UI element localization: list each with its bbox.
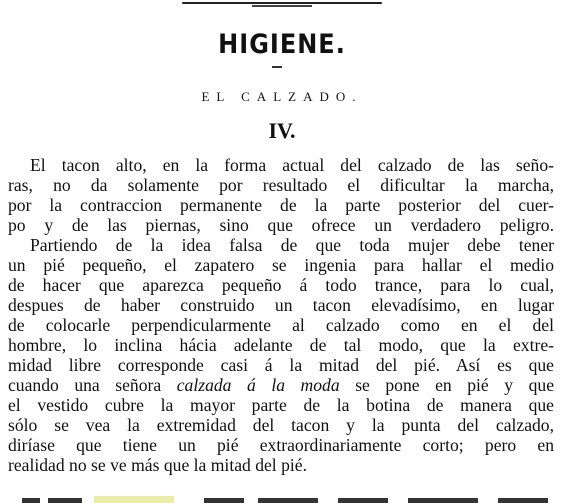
text-line: ras, no da solamente por resultado el dificultar la marcha, bbox=[8, 175, 554, 195]
top-ornament-rule bbox=[182, 2, 382, 4]
text-segment: se pone en pié y que bbox=[339, 375, 555, 395]
text-segment: cuando una señora bbox=[8, 375, 177, 395]
text-line-with-italic bbox=[8, 375, 554, 395]
text-line: Partiendo de la idea falsa de que toda mujer debe tener bbox=[30, 235, 554, 255]
highlight-mark bbox=[94, 496, 174, 503]
text-line: despues de haber construido un tacon elevadísimo, en lugar bbox=[8, 295, 554, 315]
ink-fragment bbox=[338, 498, 388, 503]
article-subtitle: EL CALZADO. bbox=[201, 89, 363, 104]
text-line: de hacer que aparezca pequeño á todo trance, para lo cual, bbox=[8, 275, 554, 295]
text-line: de colocarle perpendicularmente al calzado como en el del bbox=[8, 315, 554, 335]
text-line: El tacon alto, en la forma actual del calzado de las seño- bbox=[30, 155, 554, 175]
text-line: hombre, lo inclina hácia adelante de tal modo, que la extre- bbox=[8, 335, 554, 355]
text-line: realidad no se ve más que la mitad del pié. bbox=[8, 455, 307, 475]
article-body bbox=[8, 155, 554, 475]
title-dash bbox=[272, 66, 282, 68]
text-line: po y de las piernas, sino que ofrece un verdadero peligro. bbox=[8, 215, 554, 235]
ink-fragment bbox=[498, 498, 548, 503]
ink-fragment bbox=[408, 498, 478, 503]
text-line: por la contraccion permanente de la parte posterior del cuer- bbox=[8, 195, 554, 215]
cut-off-next-line bbox=[8, 496, 554, 503]
ink-fragment bbox=[258, 498, 318, 503]
text-line: el vestido cubre la mayor parte de la botina de manera que bbox=[8, 395, 554, 415]
ink-fragment bbox=[48, 498, 82, 503]
ink-fragment bbox=[204, 498, 244, 503]
text-line: midad libre corresponde casi á la mitad del pié. Así es que bbox=[8, 355, 554, 375]
ink-fragment bbox=[22, 498, 40, 503]
text-line: un pié pequeño, el zapatero se ingenia para hallar el medio bbox=[8, 255, 554, 275]
page-title: HIGIENE. bbox=[218, 28, 346, 60]
section-number: IV. bbox=[268, 118, 296, 143]
italic-phrase: calzada á la moda bbox=[176, 375, 340, 395]
text-line: diríase que tiene un pié extraordinariamente corto; pero en bbox=[8, 435, 554, 455]
text-line: sólo se vea la extremidad del tacon y la punta del calzado, bbox=[8, 415, 554, 435]
